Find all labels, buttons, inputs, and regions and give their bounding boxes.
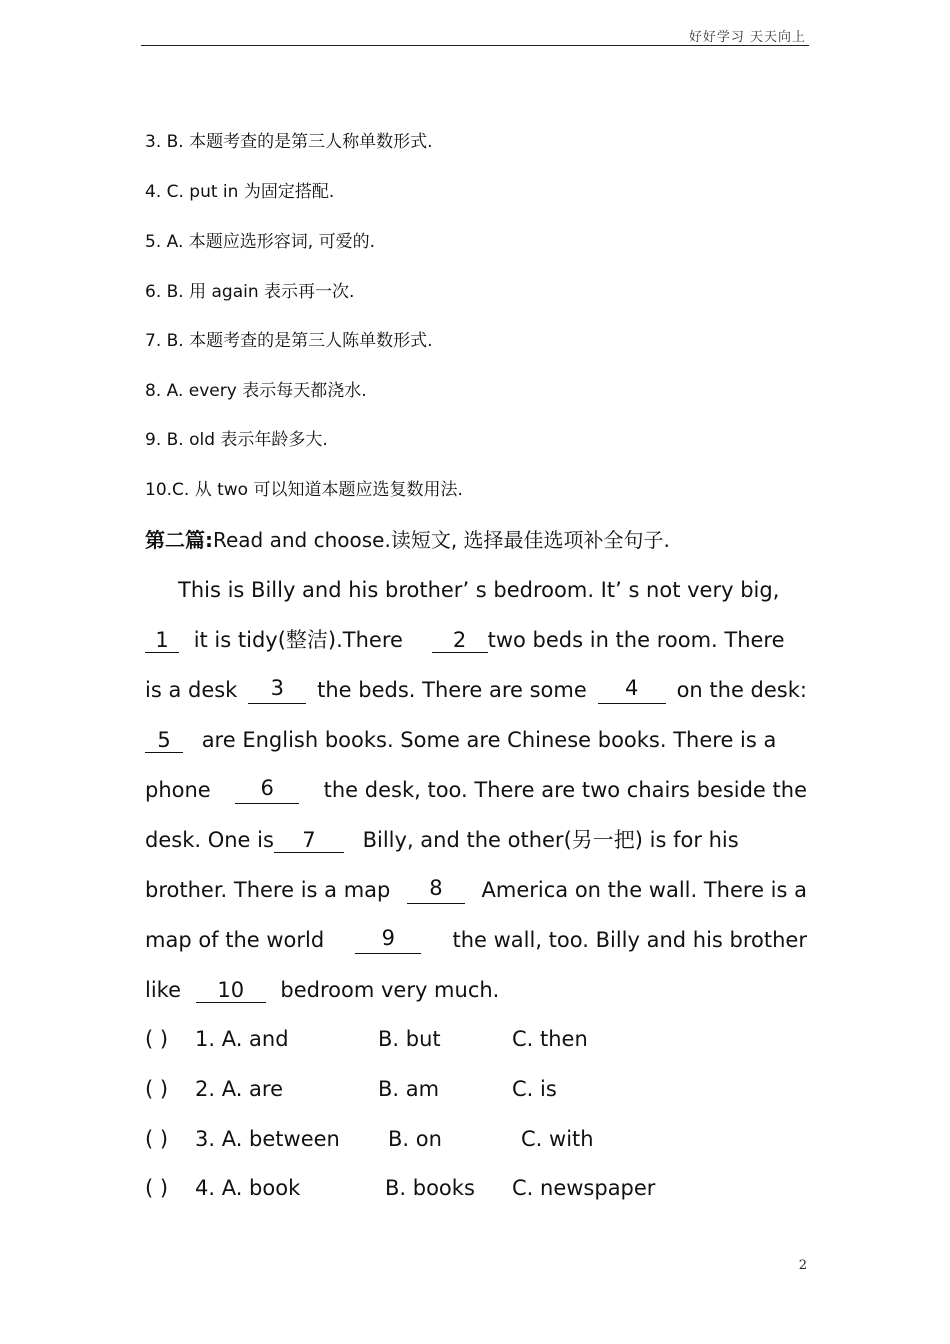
- header-motto: 好好学习 天天向上: [688, 30, 806, 45]
- passage-text: Billy, and the other(另一把) is for his: [362, 828, 739, 852]
- blank-6[interactable]: 6: [235, 776, 299, 804]
- option-b: B. am: [378, 1077, 440, 1101]
- page-number: 2: [798, 1258, 807, 1273]
- passage-line: [145, 876, 807, 904]
- answer-line: 4. C. put in 为固定搭配.: [145, 182, 335, 202]
- passage-text: it is tidy(整洁).There: [193, 628, 403, 652]
- passage-line: [145, 826, 807, 854]
- option-c: C. then: [512, 1027, 588, 1051]
- blank-10[interactable]: 10: [196, 978, 266, 1003]
- blank-8[interactable]: 8: [407, 876, 465, 904]
- passage-line: [145, 676, 807, 704]
- passage-text: the desk, too. There are two chairs beside the: [323, 778, 807, 802]
- passage-text: desk. One is: [145, 828, 274, 852]
- section-instruction: Read and choose.读短文, 选择最佳选项补全句子.: [213, 528, 670, 552]
- blank-5[interactable]: 5: [145, 728, 183, 753]
- passage-line: [178, 576, 808, 604]
- blank-2[interactable]: 2: [432, 628, 488, 653]
- passage-text: phone: [145, 778, 211, 802]
- option-a: 1. A. and: [195, 1027, 289, 1051]
- answer-line: 3. B. 本题考查的是第三人称单数形式.: [145, 132, 433, 152]
- section-heading: [145, 527, 670, 553]
- passage-text: This is Billy and his brother’ s bedroom. It’ s not very big,: [178, 578, 780, 602]
- option-b: B. but: [378, 1027, 441, 1051]
- passage-line: [145, 726, 807, 754]
- blank-4[interactable]: 4: [598, 676, 666, 704]
- answer-line: 6. B. 用 again 表示再一次.: [145, 282, 355, 302]
- passage-line: [145, 626, 807, 654]
- passage-text: two beds in the room. There: [487, 628, 785, 652]
- option-c: C. newspaper: [512, 1176, 656, 1200]
- answer-paren[interactable]: ( ): [145, 1127, 169, 1151]
- blank-3[interactable]: 3: [248, 676, 306, 704]
- passage-text: map of the world: [145, 928, 325, 952]
- blank-1[interactable]: 1: [145, 628, 179, 653]
- option-a: 3. A. between: [195, 1127, 340, 1151]
- answer-paren[interactable]: ( ): [145, 1027, 169, 1051]
- answer-paren[interactable]: ( ): [145, 1077, 169, 1101]
- option-a: 2. A. are: [195, 1077, 284, 1101]
- option-b: B. books: [385, 1176, 475, 1200]
- option-a: 4. A. book: [195, 1176, 301, 1200]
- passage-text: are English books. Some are Chinese books. There is a: [201, 728, 777, 752]
- answer-line: 7. B. 本题考查的是第三人陈单数形式.: [145, 331, 433, 351]
- option-b: B. on: [388, 1127, 442, 1151]
- passage-text: brother. There is a map: [145, 878, 391, 902]
- passage-line: [145, 926, 807, 954]
- answer-line: 8. A. every 表示每天都浇水.: [145, 381, 367, 401]
- header-rule: [141, 45, 809, 46]
- answer-line: 5. A. 本题应选形容词, 可爱的.: [145, 232, 375, 252]
- option-c: C. with: [521, 1127, 594, 1151]
- passage-text: America on the wall. There is a: [481, 878, 807, 902]
- passage-line: [145, 976, 807, 1004]
- passage-text: like: [145, 978, 182, 1002]
- blank-7[interactable]: 7: [274, 828, 344, 853]
- blank-9[interactable]: 9: [355, 926, 421, 954]
- option-c: C. is: [512, 1077, 557, 1101]
- passage-line: [145, 776, 807, 804]
- answer-line: 10.C. 从 two 可以知道本题应选复数用法.: [145, 480, 463, 500]
- passage-text: is a desk: [145, 678, 238, 702]
- answer-line: 9. B. old 表示年龄多大.: [145, 430, 328, 450]
- passage-text: bedroom very much.: [280, 978, 500, 1002]
- answer-paren[interactable]: ( ): [145, 1176, 169, 1200]
- section-label: 第二篇:: [145, 528, 213, 552]
- passage-text: the beds. There are some: [317, 678, 587, 702]
- passage-text: on the desk:: [676, 678, 807, 702]
- passage-text: the wall, too. Billy and his brother: [452, 928, 807, 952]
